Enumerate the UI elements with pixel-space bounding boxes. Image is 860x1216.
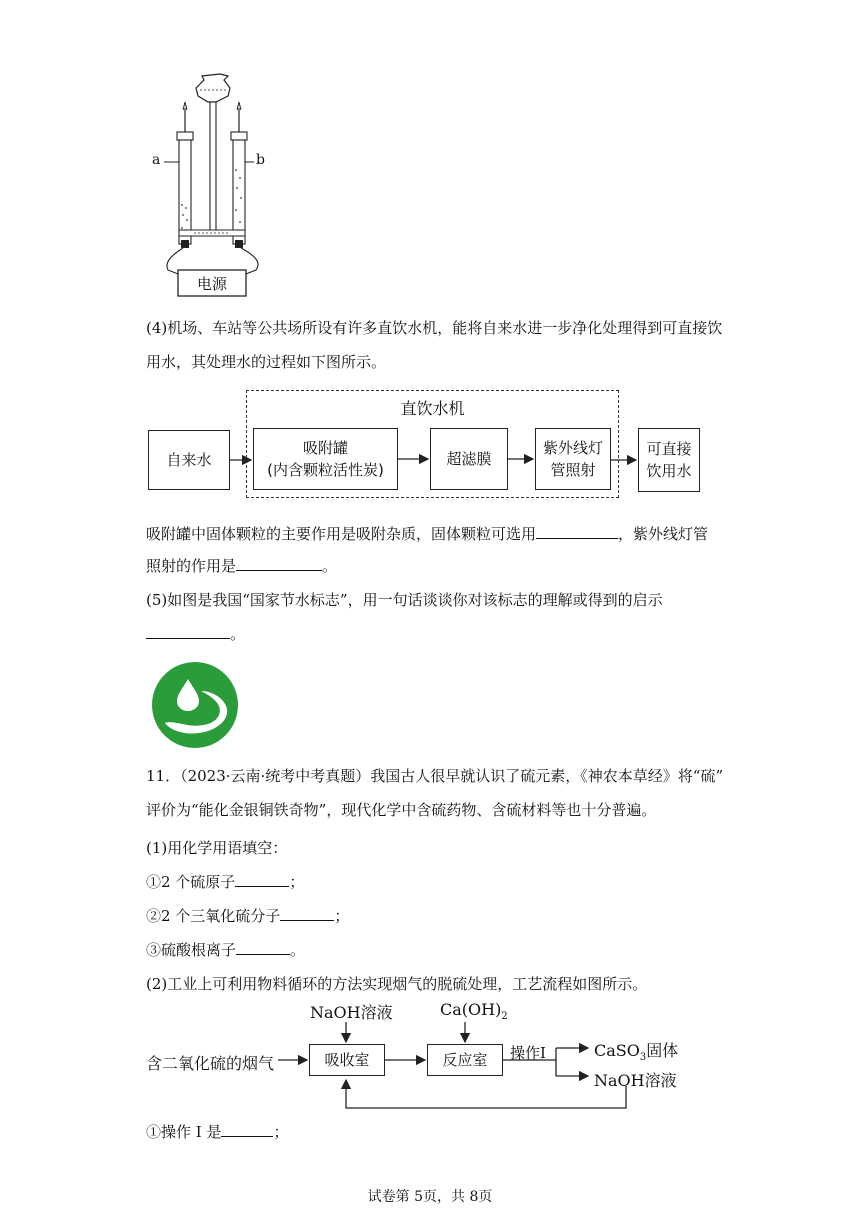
caoh2-input-label: $Ca(OH)_2$ [440, 1000, 508, 1023]
q11-item1: ①2 个硫原子 ； [146, 873, 305, 891]
page-footer: 试卷第 5页，共 8页 [367, 1189, 493, 1205]
q11-line1: 11．（2023·云南·统考中考真题）我国古人很早就认识了硫元素，《神农本草经》将“硫” [146, 767, 724, 785]
naoh-output-label: NaOH溶液 [594, 1071, 677, 1090]
drinking-water-label-2: 饮用水 [646, 462, 692, 480]
ultrafilter-label: 超滤膜 [446, 450, 492, 468]
answer-blank[interactable] [221, 1122, 273, 1137]
apparatus-label-a: a [152, 152, 161, 168]
caso3-output-label: CaSO$_3$固体 [594, 1041, 679, 1064]
uv-lamp-label-2: 管照射 [550, 461, 596, 479]
power-source-label: 电源 [196, 275, 227, 293]
adsorption-tank-label: 吸附罐 [302, 439, 348, 457]
q11-item3: ③硫酸根离子 。 [146, 941, 306, 959]
absorption-room-label: 吸收室 [324, 1051, 370, 1069]
q11-sub2: (2)工业上可利用物料循环的方法实现烟气的脱硫处理，工艺流程如图所示。 [146, 975, 648, 993]
tap-water-label: 自来水 [166, 451, 212, 469]
q5-line2: 。 [146, 624, 245, 644]
uv-lamp-label-1: 紫外线灯 [542, 439, 603, 457]
q11-item2: ②2 个三氧化硫分子 ； [146, 907, 350, 925]
q5-line1: (5)如图是我国“国家节水标志”，用一句话谈谈你对该标志的理解或得到的启示 [146, 591, 663, 609]
apparatus-label-b: b [256, 152, 265, 168]
operation-label: 操作I [510, 1044, 546, 1062]
q4-answer-line2: 照射的作用是 。 [146, 557, 338, 575]
naoh-input-label: NaOH溶液 [310, 1003, 393, 1022]
q4-answer-line1: 吸附罐中固体颗粒的主要作用是吸附杂质，固体颗粒可选用 ，紫外线灯管 [146, 525, 709, 543]
q11-operation-question: ①操作 I 是 ； [146, 1123, 289, 1141]
q11-line2: 评价为“能化金银铜铁奇物”，现代化学中含硫药物、含硫材料等也十分普遍。 [146, 801, 657, 819]
drinking-water-label-1: 可直接 [646, 440, 692, 458]
adsorption-tank-note: (内含颗粒活性炭) [267, 461, 384, 479]
reaction-room-label: 反应室 [442, 1051, 488, 1069]
flue-gas-label: 含二氧化硫的烟气 [146, 1054, 275, 1073]
q4-intro-line2: 用水，其处理水的过程如下图所示。 [146, 353, 387, 371]
q4-intro-line1: (4)机场、车站等公共场所设有许多直饮水机，能将自来水进一步净化处理得到可直接饮 [146, 319, 723, 337]
dispenser-title: 直饮水机 [400, 399, 465, 418]
q11-sub1: (1)用化学用语填空： [146, 839, 288, 857]
